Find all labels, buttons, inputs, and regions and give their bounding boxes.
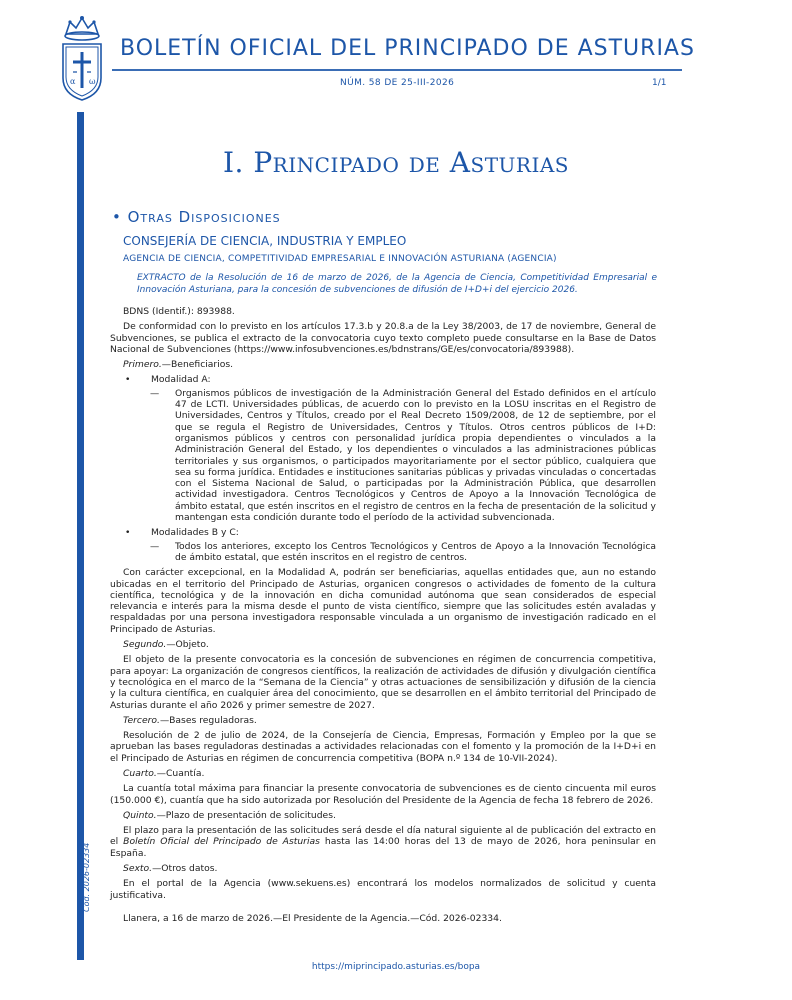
cuantia-paragraph: La cuantía total máxima para financiar la presente convocatoria de subvenciones es de ciento cincuenta mil euros (150.000 €), cuantía que ha sido autorizada por Resolución del Presidente de la Agencia de fecha 18 febrero de 2026. [110,783,656,806]
bases-paragraph: Resolución de 2 de julio de 2024, de la Consejería de Ciencia, Empresas, Formación y Empleo por la que se aprueban las bases reguladoras destinadas a actividades relacionadas con el fomento y la promoción de la I+D+i en el Principado de Asturias en régimen de concurrencia competitiva (BOPA n.º 134 de 10-VII-2024). [110,730,656,764]
intro-paragraph: De conformidad con lo previsto en los artículos 17.3.b y 20.8.a de la Ley 38/2003, de 17 de noviembre, General de Subvenciones, se publica el extracto de la convocatoria cuyo texto completo puede consultarse en la Base de Datos Nacional de Subvenciones (https://www.infosubvenciones.es/bdnstrans/GE/es/convocatoria/893988). [110,321,656,355]
article-segundo: Segundo.—Objeto. [123,639,209,651]
bdns-id: BDNS (Identif.): 893988. [123,306,235,317]
department-name: CONSEJERÍA DE CIENCIA, INDUSTRIA Y EMPLEO [123,234,407,248]
list-item: — Todos los anteriores, excepto los Centros Tecnológicos y Centros de Apoyo a la Innovación Tecnológica de ámbito estatal, que estén inscritos en el registro de centros. [150,540,656,563]
section-title: I. Principado de Asturias [222,146,569,179]
document-body [110,306,656,928]
article-cuarto: Cuarto.—Cuantía. [123,767,205,779]
signature-line: Llanera, a 16 de marzo de 2026.—El Presidente de la Agencia.—Cód. 2026-02334. [123,912,502,924]
page-number: 1/1 [652,78,667,88]
article-tercero: Tercero.—Bases reguladoras. [123,714,257,726]
extract-heading: EXTRACTO de la Resolución de 16 de marzo de 2026, de la Agencia de Ciencia, Competitividad Empresarial e Innovación Asturiana, para la concesión de subvenciones de difusión de I+D+i del ejercicio 2026. [137,273,657,295]
side-bar [77,112,84,960]
list-item: • Modalidad A: [125,374,211,386]
coat-of-arms-icon [56,14,108,102]
exceptional-paragraph: Con carácter excepcional, en la Modalidad A, podrán ser beneficiarias, aquellas entidades que, aun no estando ubicadas en el territorio del Principado de Asturias, organicen congresos o actividades de fomento de la cultura científica, tecnológica y de la innovación en dicha comunidad autónoma que sean considerados de especial relevancia e interés para la misma desde el punto de vista científico, siempre que las solicitudes estén avaladas y respaldadas por una persona investigadora responsable vinculada a un organismo de investigación radicado en el Principado de Asturias. [110,567,656,635]
list-item: • Modalidades B y C: [125,527,239,539]
side-code: Cód. 2026-02334 [82,842,91,912]
svg-text:α: α [70,77,76,86]
objeto-paragraph: El objeto de la presente convocatoria es la concesión de subvenciones en régimen de concurrencia competitiva, para apoyar: La organización de congresos científicos, la realización de actividades de difusión y divulgación científica y tecnológica en el marco de la “Semana de la Ciencia” y otras actuaciones de sensibilización y difusión de la ciencia y la cultura científica, en cualquier área del conocimiento, que se desarrollen en el ámbito territorial del Principado de Asturias durante el año 2026 y primer semestre de 2027. [110,654,656,711]
article-quinto: Quinto.—Plazo de presentación de solicitudes. [123,809,336,821]
subsection-title: • Otras Disposiciones [112,208,281,226]
svg-text:ω: ω [89,77,96,86]
agency-name: AGENCIA DE CIENCIA, COMPETITIVIDAD EMPRESARIAL E INNOVACIÓN ASTURIANA (AGENCIA) [123,254,557,264]
issue-number: NÚM. 58 DE 25-III-2026 [340,78,455,88]
plazo-paragraph: El plazo para la presentación de las solicitudes será desde el día natural siguiente al de publicación del extracto en el Boletín Oficial del Principado de Asturias hasta las 14:00 horas del 13 de mayo de 2026, hora peninsular en España. [110,825,656,859]
otros-paragraph: En el portal de la Agencia (www.sekuens.es) encontrará los modelos normalizados de solicitud y cuenta justificativa. [110,878,656,901]
footer-link[interactable]: https://miprincipado.asturias.es/bopa [311,962,481,972]
header-divider [112,69,682,71]
bulletin-title: BOLETÍN OFICIAL DEL PRINCIPADO DE ASTURIAS [120,36,695,61]
article-primero: Primero.—Beneficiarios. [123,359,234,371]
list-item: — Organismos públicos de investigación de la Administración General del Estado definidos en el artículo 47 de LCTI. Universidades públicas, de acuerdo con lo previsto en la LOSU inscritas en el Registro de Universidades, Centros y Títulos, creado por el Real Decreto 1509/2008, de 12 de septiembre, por el que se regula el Registro de Universidades, Centros y Títulos. Otros centros públicos de I+D: organismos públicos y centros con personalidad jurídica propia dependientes o vinculados a la Administración General del Estado, y los dependientes o vinculados a las administraciones públicas territoriales y sus organismos, o participados mayoritariamente por el sector público, cualquiera que sea su forma jurídica. Entidades e instituciones sanitarias públicas y privadas vinculadas o concertadas con el Sistema Nacional de Salud, o participadas por la Administración Pública, que desarrollen actividad investigadora. Centros Tecnológicos y Centros de Apoyo a la Innovación Tecnológica de ámbito estatal, que estén inscritos en el registro de centros en la fecha de presentación de la solicitud y mantengan esta condición durante todo el período de la actividad subvencionada. [150,387,656,524]
article-sexto: Sexto.—Otros datos. [123,863,218,875]
